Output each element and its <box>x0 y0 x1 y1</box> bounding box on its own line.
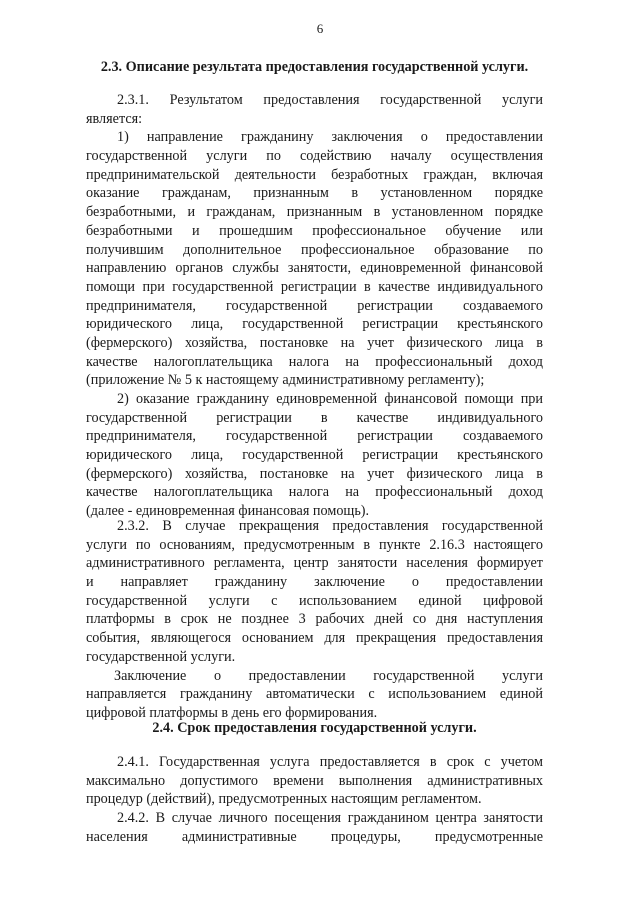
paragraph-2-3-2-line: государственной услуги. <box>86 648 236 665</box>
paragraph-2-3-2-line: события, являющегося основанием для прекращения предоставления <box>86 630 543 647</box>
item-1-line: (фермерского) хозяйства, постановке на учет физического лица в <box>86 334 543 351</box>
item-1-line: качестве налогоплательщика налога на профессиональный доход <box>86 353 543 370</box>
section-2-4-heading: 2.4. Срок предоставления государственной услуги. <box>152 720 477 736</box>
item-2-line: юридического лица, государственной регистрации крестьянского <box>86 447 543 464</box>
paragraph-2-4-2-line: 2.4.2. В случае личного посещения гражданином центра занятости <box>117 810 543 827</box>
paragraph-2-3-1-line: является: <box>86 110 143 127</box>
item-1-line: помощи при государственной регистрации в качестве индивидуального <box>86 278 543 295</box>
paragraph-2-4-1-line: максимально допустимого времени выполнения административных <box>86 772 543 789</box>
item-1-line: государственной услуги по содействию началу осуществления <box>86 148 543 165</box>
item-2-line: качестве налогоплательщика налога на профессиональный доход <box>86 484 543 501</box>
item-1-line: безработными, и гражданам, признанным в установленном порядке <box>86 204 543 221</box>
page-number: 6 <box>316 21 324 36</box>
paragraph-2-3-2-line: 2.3.2. В случае прекращения предоставления государственной <box>117 518 543 534</box>
item-1-line: направлению органов службы занятости, единовременной финансовой <box>86 260 543 277</box>
section-2-3-body <box>86 91 543 521</box>
item-2-line: (фермерского) хозяйства, постановке на учет физического лица в <box>86 465 543 482</box>
item-2-line: (далее - единовременная финансовая помощь). <box>86 503 370 520</box>
item-2-line: государственной регистрации в качестве индивидуального <box>86 409 543 426</box>
paragraph-2-4-1-line: 2.4.1. Государственная услуга предоставляется в срок с учетом <box>117 754 543 770</box>
item-1-line: получившим дополнительное профессиональное образование по <box>86 241 543 258</box>
paragraph-2-3-2-line: услуги по основаниям, предусмотренным в пункте 2.16.3 настоящего <box>86 536 543 553</box>
item-1-line: 1) направление гражданину заключения о предоставлении <box>117 129 543 146</box>
paragraph-2-3-1-line: 2.3.1. Результатом предоставления государственной услуги <box>117 92 543 108</box>
paragraph-2-4-1-line: процедур (действий), предусмотренных настоящим регламентом. <box>86 791 482 808</box>
item-1-line: оказание гражданам, признанным в установленном порядке <box>86 185 543 202</box>
paragraph-2-3-2-line: государственной услуги с использованием единой цифровой <box>86 592 543 609</box>
item-1-line: (приложение № 5 к настоящему административному регламенту); <box>86 372 485 389</box>
item-1-line: предпринимателя, государственной регистрации создаваемого <box>86 297 543 314</box>
conclusion-line: Заключение о предоставлении государственной услуги <box>114 667 543 684</box>
section-2-3-heading: 2.3. Описание результата предоставления государственной услуги. <box>100 59 529 75</box>
conclusion-line: цифровой платформы в день его формирования. <box>86 704 378 721</box>
paragraph-2-3-2-line: и направляет гражданину заключение о предоставлении <box>86 574 543 591</box>
item-2-line: предпринимателя, государственной регистрации создаваемого <box>86 428 543 445</box>
item-1-line: предпринимательской деятельности безработных граждан, включая <box>86 166 543 183</box>
paragraph-2-3-2 <box>86 517 543 723</box>
paragraph-2-3-2-line: платформы в срок не позднее 3 рабочих дней со дня наступления <box>86 611 543 628</box>
item-1-line: юридического лица, государственной регистрации крестьянского <box>86 316 543 333</box>
section-2-4-body <box>86 753 543 846</box>
conclusion-line: направляется гражданину автоматически с использованием единой <box>86 686 543 703</box>
paragraph-2-3-2-line: административного регламента, центр занятости населения формирует <box>86 555 543 572</box>
paragraph-2-4-2-line: населения административные процедуры, предусмотренные <box>86 828 543 845</box>
item-2-line: 2) оказание гражданину единовременной финансовой помощи при <box>117 391 543 407</box>
item-1-line: безработными и прошедшим профессиональное обучение или <box>86 222 543 239</box>
